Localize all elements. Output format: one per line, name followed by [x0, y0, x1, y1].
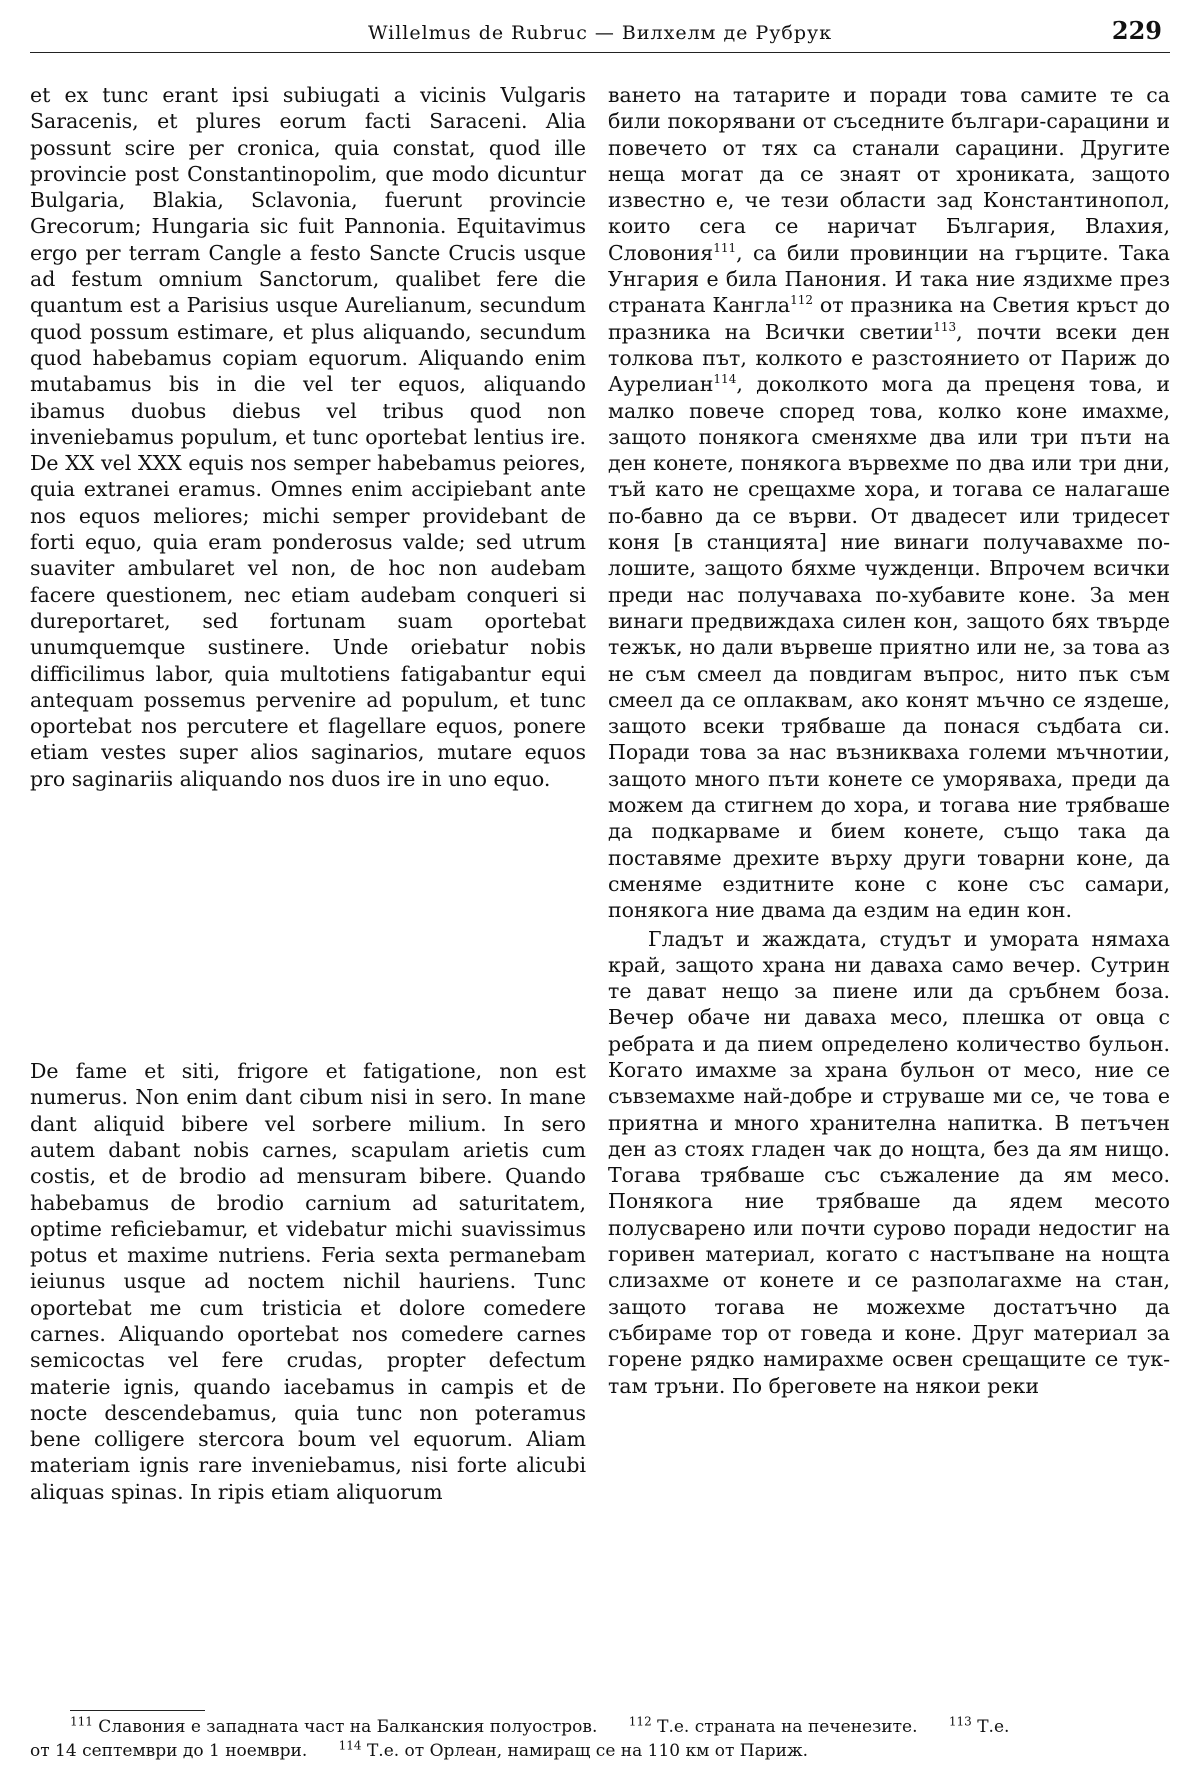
bulgarian-text: от празника на Светия кръст до празника на Всички светии — [608, 293, 1170, 344]
footnotes — [30, 1710, 1170, 1763]
footnote-113-cont: от 14 септември до 1 ноември. — [30, 1741, 308, 1761]
footnote-113 — [948, 1714, 1010, 1737]
latin-column — [30, 82, 586, 1505]
footnote-ref-114: 114 — [713, 372, 737, 387]
footnote-mark-114: 114 — [338, 1738, 362, 1753]
footnote-line-2 — [30, 1739, 1170, 1763]
page-header — [30, 12, 1170, 53]
footnote-ref-112: 112 — [790, 293, 814, 308]
footnote-114 — [338, 1738, 809, 1761]
footnote-mark-111: 111 — [70, 1714, 93, 1729]
bulgarian-text: , почти всеки ден толкова път, колкото е разстоянието от Париж до Аурелиан — [608, 319, 1170, 397]
latin-paragraph-2: De fame et siti, frigore et fatigatione, non est numerus. Non enim dant cibum nisi in sero. In mane dant aliquid bibere vel sorbere milium. In sero autem dabant nobis carnes, scapulam arietis cum costis, et de brodio ad mensuram bibere. Quando habebamus de brodio carnium ad saturitatem, optime reficiebamur, et videbatur michi suavissimus potus et maxime nutriens. Feria sexta permanebam ieiunus usque ad noctem nichil hauriens. Tunc oportebat me cum tristicia et dolore comedere carnes. Aliquando oportebat nos comedere carnes semicoctas vel fere crudas, propter defectum materie ignis, quando iacebamus in campis et de nocte descendebamus, quia tunc non poteramus bene colligere stercora boum vel equorum. Aliam materiam ignis rare inveniebamus, nisi forte alicubi aliquas spinas. In ripis etiam aliquorum — [30, 1059, 586, 1504]
footnote-divider — [70, 1710, 205, 1711]
footnote-text-111: Славония е западната част на Балканския полуостров. — [92, 1717, 598, 1737]
footnote-111 — [70, 1714, 598, 1737]
bulgarian-text: , са били провинции на гърците. Така Унгария е била Панония. И така ние яздихме през страната Кангла — [608, 240, 1170, 318]
footnote-ref-111: 111 — [713, 240, 737, 255]
footnote-text-112: Т.е. страната на печенезите. — [651, 1717, 918, 1737]
footnote-112 — [628, 1714, 918, 1737]
bulgarian-text: ването на татарите и поради това самите те са били покорявани от съседните българи-сарацини и повечето от тях са станали сарацини. Другите неща могат да се знаят от хрониката, защото известно е, че тези области зад Константинопол, които сега се наричат България, Влахия, Словония — [608, 83, 1170, 265]
bulgarian-paragraph-2: Гладът и жаждата, студът и умората нямаха край, защото храна ни даваха само вечер. Сутрин те дават нещо за пиене или да сръбнем боза. Вечер обаче ни даваха месо, плешка от овца с ребрата и да пием определено количество бульон. Когато имахме за храна бульон от месо, ние се съвземахме най-добре и струваше ми се, че това е приятна и много хранителна напитка. В петъчен ден аз стоях гладен чак до нощта, без да ям нищо. Тогава трябваше със съжаление да ям месо. Понякога ние трябваше да ядем месото полусварено или почти сурово поради недостиг на горивен материал, когато с настъпване на нощта слизахме от конете и се разполагахме на стан, защото тогава не можехме достатъчно да събираме тор от говеда и коне. Друг материал за горене рядко намирахме освен срещащите се тук-там тръни. По бреговете на някои реки — [608, 926, 1170, 1398]
footnote-ref-113: 113 — [933, 319, 957, 334]
latin-paragraph-1: et ex tunc erant ipsi subiugati a vicinis Vulgaris Saracenis, et plures eorum facti Saraceni. Alia possunt scire per cronica, quia constat, quod ille provincie post Constantinopolim, que modo dicuntur Bulgaria, Blakia, Sclavonia, fuerunt provincie Grecorum; Hungaria sic fuit Pannonia. Equitavimus ergo per terram Cangle a festo Sancte Crucis usque ad festum omnium Sanctorum, qualibet fere die quantum est a Parisius usque Aurelianum, secundum quod possum estimare, et plus aliquando, secundum quod habebamus copiam equorum. Aliquando enim mutabamus bis in die vel ter equos, aliquando ibamus duobus diebus vel tribus quod non inveniebamus populum, et tunc oportebat lentius ire. De XX vel XXX equis nos semper habebamus peiores, quia extranei eramus. Omnes enim accipiebant ante nos equos meliores; michi semper providebant de forti equo, quia eram ponderosus valde; sed utrum suaviter ambularet vel non, de hoc non audebam facere questionem, nec etiam audebam conqueri si dureportaret, sed fortunam suam oportebat unumquemque sustinere. Unde oriebatur nobis difficilimus labor, quia multotiens fatigabantur equi antequam possemus pervenire ad populum, et tunc oportebat nos percutere et flagellare equos, ponere etiam vestes super alios saginarios, mutare equos pro saginariis aliquando nos duos ire in uno equo. — [30, 83, 586, 791]
bulgarian-column — [608, 82, 1170, 1399]
running-head: Willelmus de Rubruc — Вилхелм де Рубрук — [367, 22, 833, 44]
page-number: 229 — [1111, 16, 1162, 45]
bulgarian-paragraph-1 — [608, 82, 1170, 924]
footnote-text-113: Т.е. — [971, 1717, 1010, 1737]
footnote-mark-112: 112 — [628, 1714, 652, 1729]
footnote-mark-113: 113 — [948, 1714, 972, 1729]
bulgarian-text: , доколкото мога да преценя това, и малко повече според това, колко коне имахме, защото понякога сменяхме два или три пъти на ден конете, понякога вървехме по два или три дни, тъй като не срещахме хора, и тогава се налагаше по-бавно да се върви. От двадесет или тридесет коня [в станцията] ние винаги получавахме по-лошите, защото бяхме чужденци. Впрочем всички преди нас получаваха по-хубавите коне. За мен винаги предвиждаха силен кон, защото бях твърде тежък, но дали вървеше приятно или не, за това аз не съм смеел да повдигам въпрос, нито пък съм смеел да се оплаквам, ако конят мъчно се яздеше, защото всеки трябваше да понася съдбата си. Поради това за нас възникваха големи мъчнотии, защото много пъти конете се уморяваха, преди да можем да стигнем до хора, и тогава ние трябваше да подкарваме и бием конете, също така да поставяме дрехите върху други товарни коне, да сменяме ездитните коне с коне със самари, понякога ние двама да ездим на един кон. — [608, 372, 1170, 923]
footnote-line-1 — [30, 1715, 1170, 1739]
footnote-text-114: Т.е. от Орлеан, намиращ се на 110 км от Париж. — [361, 1741, 809, 1761]
